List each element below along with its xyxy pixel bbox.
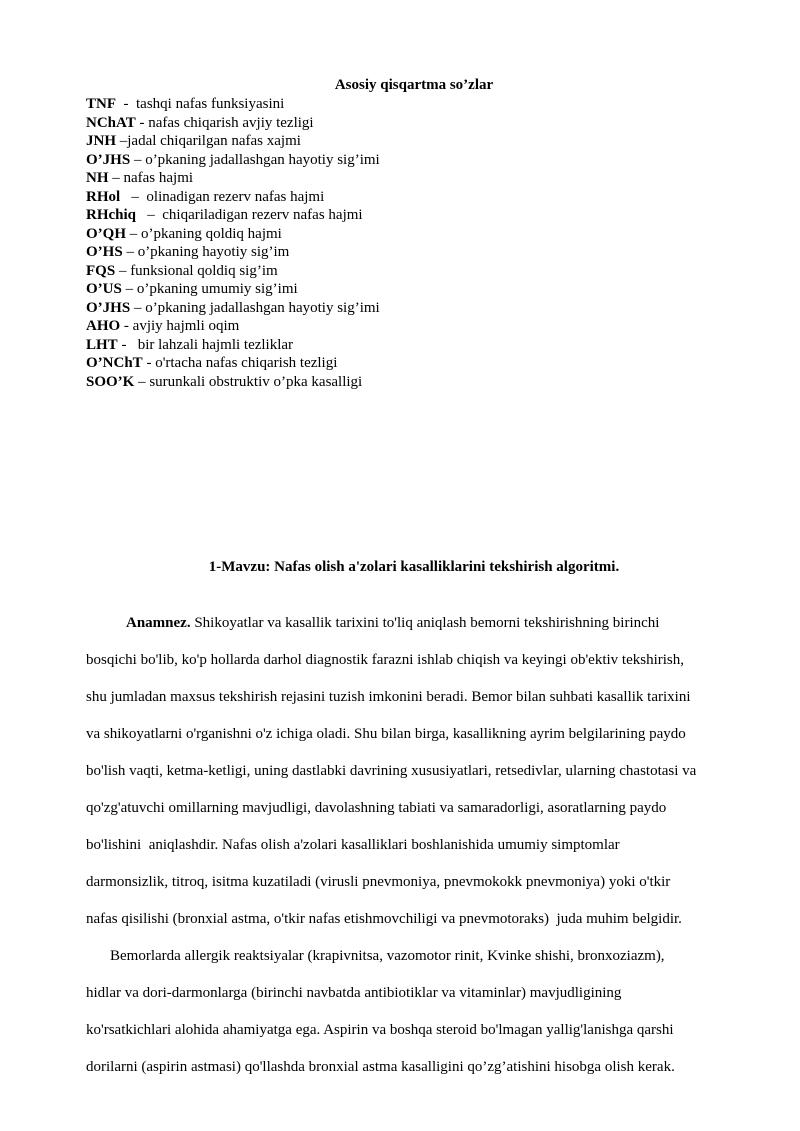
abbreviation-key: O’US bbox=[86, 281, 122, 297]
abbreviation-text: nafas chiqarish avjiy tezligi bbox=[148, 114, 314, 131]
abbreviation-item bbox=[86, 354, 380, 373]
abbreviation-key: JNH bbox=[86, 133, 116, 149]
abbreviation-item bbox=[86, 188, 380, 207]
abbreviation-separator: – bbox=[122, 244, 138, 260]
abbreviation-text: o'rtacha nafas chiqarish tezligi bbox=[155, 355, 338, 371]
abbreviation-key: RHchiq bbox=[86, 207, 137, 223]
abbreviation-key: NChAT bbox=[86, 114, 136, 131]
abbreviation-key: FQS bbox=[86, 262, 116, 279]
abbreviation-item bbox=[86, 336, 380, 355]
paragraph-line: nafas qisilishi (bronxial astma, o'tkir nafas etishmovchiligi va pnevmotoraks) juda muhim belgidir. bbox=[86, 911, 682, 927]
abbreviation-separator: - bbox=[135, 114, 149, 131]
abbreviation-separator: – bbox=[115, 262, 131, 279]
paragraph-line: darmonsizlik, titroq, isitma kuzatiladi (virusli pnevmoniya, pnevmokokk pnevmoniya) yoki o'tkir bbox=[86, 874, 671, 890]
paragraph-line: shu jumladan maxsus tekshirish rejasini tuzish imkonini beradi. Bemor bilan suhbati kasallik tarixini bbox=[86, 689, 691, 705]
abbreviation-text: o’pkaning hayotiy sig’im bbox=[137, 244, 290, 260]
abbreviation-text: nafas hajmi bbox=[123, 170, 194, 186]
abbreviations-title: Asosiy qisqartma so’zlar bbox=[334, 77, 494, 93]
abbreviation-separator: – bbox=[126, 225, 141, 242]
paragraph-line: bosqichi bo'lib, ko'p hollarda darhol diagnostik farazni ishlab chiqish va keyingi ob'ektiv tekshirish, bbox=[86, 652, 685, 668]
abbreviation-text: o’pkaning umumiy sig’imi bbox=[136, 281, 298, 297]
abbreviation-separator: - bbox=[117, 336, 138, 353]
abbreviation-key: TNF bbox=[86, 96, 116, 112]
abbreviation-text: surunkali obstruktiv o’pka kasalligi bbox=[149, 373, 363, 390]
abbreviation-separator: – bbox=[116, 133, 128, 149]
abbreviation-item bbox=[86, 280, 380, 299]
topic-title: 1-Mavzu: Nafas olish a'zolari kasalliklarini tekshirish algoritmi. bbox=[208, 559, 620, 575]
abbreviation-item bbox=[86, 317, 380, 336]
abbreviation-text: chiqariladigan rezerv nafas hajmi bbox=[162, 207, 363, 223]
abbreviation-key: SOO’K bbox=[86, 373, 135, 390]
abbreviation-separator: – bbox=[108, 170, 124, 186]
abbreviation-separator: – bbox=[130, 151, 146, 168]
abbreviation-item bbox=[86, 373, 380, 392]
abbreviation-text: o’pkaning qoldiq hajmi bbox=[141, 225, 282, 242]
abbreviation-separator: – bbox=[134, 373, 150, 390]
abbreviation-text: o’pkaning jadallashgan hayotiy sig’imi bbox=[145, 151, 380, 168]
abbreviation-text: tashqi nafas funksiyasini bbox=[136, 96, 285, 112]
paragraph-line: bo'lishini aniqlashdir. Nafas olish a'zolari kasalliklari boshlanishida umumiy simptomlar bbox=[86, 837, 620, 853]
abbreviation-item bbox=[86, 132, 380, 151]
abbreviation-separator: - bbox=[142, 355, 156, 371]
abbreviation-separator: – bbox=[121, 281, 137, 297]
abbreviation-text: o’pkaning jadallashgan hayotiy sig’imi bbox=[145, 299, 380, 316]
abbreviation-text: avjiy hajmli oqim bbox=[132, 318, 240, 334]
abbreviation-item bbox=[86, 225, 380, 244]
abbreviation-key: O’JHS bbox=[86, 151, 131, 168]
abbreviation-item bbox=[86, 169, 380, 188]
abbreviation-text: olinadigan rezerv nafas hajmi bbox=[146, 188, 325, 205]
abbreviation-separator: - bbox=[120, 318, 133, 334]
abbreviation-item bbox=[86, 206, 380, 225]
abbreviation-key: LHT bbox=[86, 336, 118, 353]
abbreviation-key: O’NChT bbox=[86, 355, 143, 371]
anamnez-lead: Anamnez. bbox=[126, 615, 191, 631]
abbreviation-item bbox=[86, 114, 380, 133]
abbreviation-item bbox=[86, 243, 380, 262]
abbreviations-list bbox=[86, 95, 380, 391]
abbreviation-text: jadal chiqarilgan nafas xajmi bbox=[127, 133, 301, 149]
paragraph-line: qo'zg'atuvchi omillarning mavjudligi, davolashning tabiati va samaradorligi, asoratlarning paydo bbox=[86, 800, 667, 816]
abbreviation-item bbox=[86, 151, 380, 170]
paragraph-line: dorilarni (aspirin astmasi) qo'llashda bronxial astma kasalligini qo’zg’atishini hisobga olish kerak. bbox=[86, 1059, 675, 1075]
paragraph-line: ko'rsatkichlari alohida ahamiyatga ega. Aspirin va boshqa steroid bo'lmagan yallig'lanishga qarshi bbox=[86, 1022, 674, 1038]
abbreviation-key: AHO bbox=[86, 318, 121, 334]
abbreviation-separator: – bbox=[130, 299, 146, 316]
paragraph-line: bo'lish vaqti, ketma-ketligi, uning dastlabki davrining xususiyatlari, retsedivlar, ularning chastotasi va bbox=[86, 763, 697, 779]
abbreviation-item bbox=[86, 262, 380, 281]
abbreviation-key: O’JHS bbox=[86, 299, 131, 316]
paragraph-line bbox=[126, 614, 659, 632]
paragraph-line: hidlar va dori-darmonlarga (birinchi navbatda antibiotiklar va vitaminlar) mavjudligining bbox=[86, 985, 622, 1001]
abbreviation-item bbox=[86, 299, 380, 318]
abbreviation-item bbox=[86, 95, 380, 114]
abbreviation-key: O’QH bbox=[86, 225, 126, 242]
abbreviation-text: funksional qoldiq sig’im bbox=[130, 262, 278, 279]
abbreviation-separator: - bbox=[116, 96, 136, 112]
abbreviation-separator: – bbox=[120, 188, 147, 205]
abbreviation-key: NH bbox=[86, 170, 109, 186]
abbreviation-key: RHol bbox=[86, 188, 121, 205]
paragraph-line: va shikoyatlarni o'rganishni o'z ichiga oladi. Shu bilan birga, kasallikning ayrim belgilarining paydo bbox=[86, 726, 686, 742]
abbreviation-key: O’HS bbox=[86, 244, 123, 260]
paragraph-line-text: Shikoyatlar va kasallik tarixini to'liq aniqlash bemorni tekshirishning birinchi bbox=[190, 615, 660, 631]
abbreviation-text: bir lahzali hajmli tezliklar bbox=[137, 336, 294, 353]
abbreviation-separator: – bbox=[136, 207, 163, 223]
paragraph-line: Bemorlarda allergik reaktsiyalar (krapivnitsa, vazomotor rinit, Kvinke shishi, bronxoziazm), bbox=[110, 948, 665, 964]
